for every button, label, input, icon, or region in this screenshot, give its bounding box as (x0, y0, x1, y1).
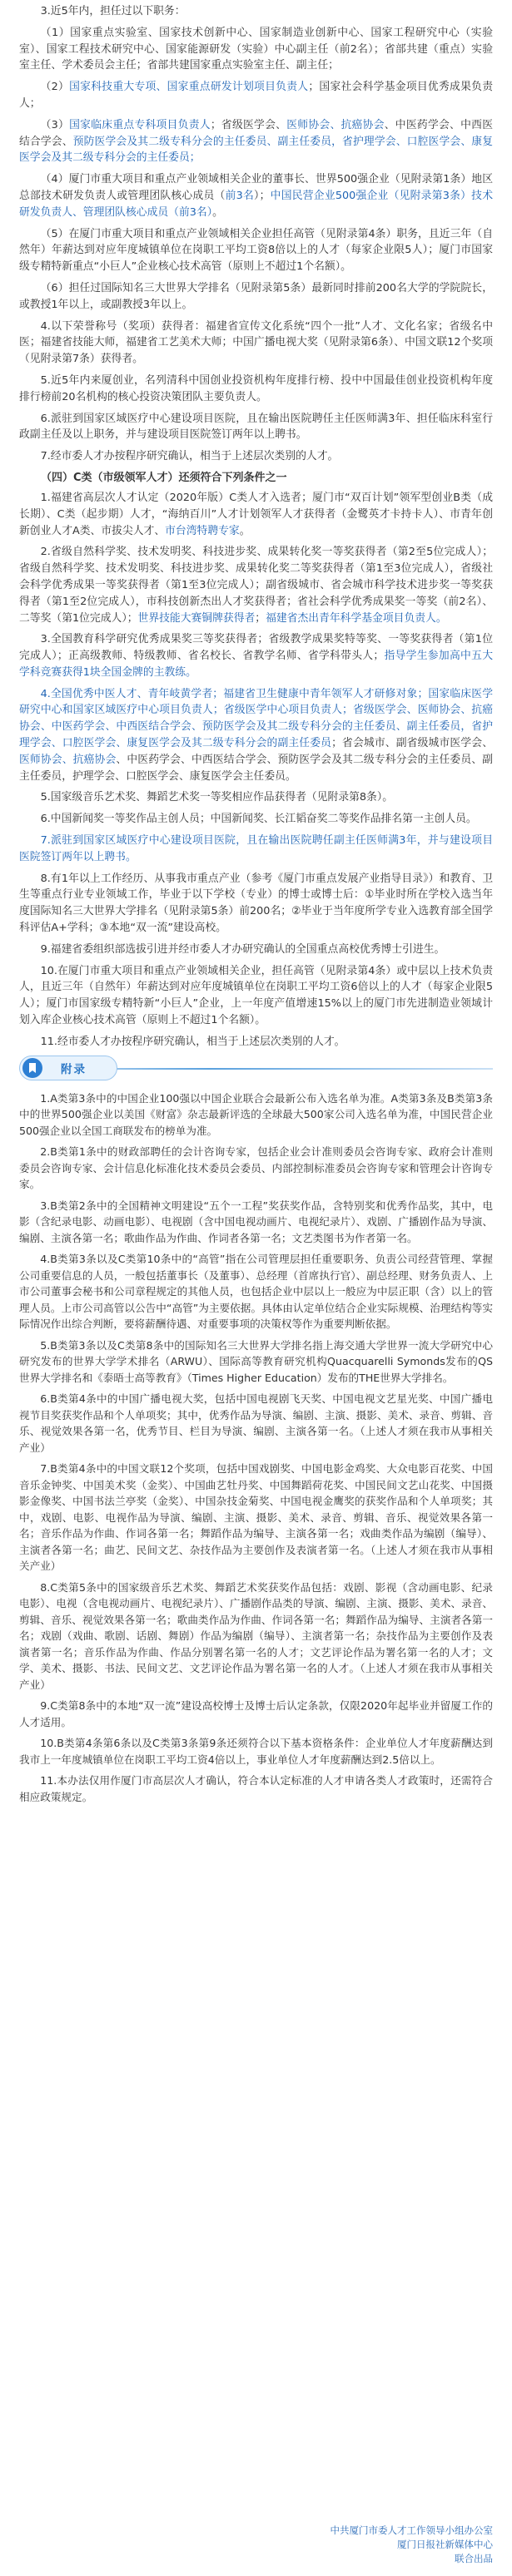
criteria-item (19, 686, 493, 785)
criteria-item (19, 963, 493, 1029)
appendix-item (19, 1773, 493, 1805)
criteria-item (19, 3, 493, 20)
paragraph-text: （1）国家重点实验室、国家技术创新中心、国家制造业创新中心、国家工程研究中心（实验室）、国家工程技术研究中心、国家能源研发（实验）中心副主任（前2名）；省部共建（重点）实验室主任、学术委员会主任；省部共建国家重点实验室主任、副主任； (19, 26, 493, 72)
highlighted-text: 福建省杰出青年科学基金项目负责人。 (266, 611, 447, 625)
paragraph-text: 6.中国新闻奖一等奖作品主创人员；中国新闻奖、长江韬奋奖二等奖作品排名第一主创人员。 (40, 813, 477, 826)
section-b-criteria (19, 3, 493, 465)
paragraph-text: （4）厦门市重大项目和重点产业领域相关企业的董事长、世界500强企业（见附录第1条）地区总部技术研发负责人或管理团队核心成员（ (19, 173, 493, 202)
criteria-item (19, 226, 493, 275)
section-c-heading: （四）C类（市级领军人才）还须符合下列条件之一 (41, 471, 287, 484)
criteria-item (19, 448, 493, 465)
paragraph-text: 、中医药学会、中西医结合学会、预防医学会及其二级专科分会的主任委员、副主任委员，护理学会、口腔医学会、康复医学会主任委员。 (19, 753, 494, 783)
appendix-item (19, 1461, 493, 1575)
publisher-line-1: 中共厦门市委人才工作领导小组办公室 (330, 2524, 493, 2536)
appendix-divider (19, 1056, 493, 1080)
highlighted-text: 前3名 (225, 189, 254, 202)
paragraph-text: 3.近5年内，担任过以下职务： (40, 5, 186, 17)
paragraph-text: 7.经市委人才办按程序研究确认，相当于上述层次类别的人才。 (40, 450, 339, 463)
paragraph-text: ）； (254, 189, 271, 202)
criteria-item (19, 871, 493, 937)
paragraph-text: 9.福建省委组织部选拔引进并经市委人才办研究确认的全国重点高校优秀博士引进生。 (40, 942, 445, 956)
highlighted-text: 医师协会、抗癌协会 (19, 753, 117, 766)
highlighted-text: 7.派驻到国家区域医疗中心建设项目医院，且在输出医院聘任副主任医师满3年，并与建设项目医院签订两年以上聘书。 (19, 834, 493, 863)
paragraph-text: （2） (40, 81, 70, 94)
highlighted-text: 市台湾特聘专家 (165, 524, 240, 537)
criteria-item (19, 280, 493, 314)
paragraph-text: 1.A类第3条中的中国企业100强以中国企业联合会最新公布入选名单为准。A类第3条及B类第3条中的世界500强企业以美国《财富》杂志最新评选的全球最大500家公司入选名单为准，中国民营企业500强企业以全国工商联发布的榜单为准。 (19, 1091, 493, 1137)
paragraph-text: 8.有1年以上工作经历、从事我市重点产业（参考《厦门市重点发展产业指导目录》）和教育、卫生等重点行业专业领域工作，毕业于以下学校（专业）的博士或博士后：①毕业时所在学校入选当年度国际知名三大世界大学排名（见附录第5条）前200名；②毕业于当年度所学专业入选教育部全国学科评估A+学科；③本地“双一流”建设高校。 (19, 872, 493, 935)
paragraph-text: 2.B类第1条中的财政部聘任的会计咨询专家，包括企业会计准则委员会咨询专家、政府会计准则委员会咨询专家、会计信息化标准化技术委员会委员、内部控制标准委员会咨询专家和管理会计咨询专家。 (19, 1145, 493, 1191)
highlighted-text: 世界技能大赛铜牌获得者 (137, 611, 256, 625)
paragraph-text: ；国家社会科学基金项目优秀成果负责人； (19, 81, 494, 110)
paragraph-text: （5）在厦门市重大项目和重点产业领域相关企业担任高管（见附录第4条）职务，且近三年（自然年）年薪达到对应年度城镇单位在岗职工平均工资8倍以上的人才（每家企业限5人）；厦门市国家级专精特新重点“小巨人”企业核心技术高管（原则上不超过1个名额）。 (19, 227, 493, 274)
highlighted-text: 4.全国优秀中医人才、青年岐黄学者；福建省卫生健康中青年领军人才研修对象；国家临床医学研究中心和国家区域医疗中心项目负责人；省级医学中心项目负责人；省级医学会、医师协会、抗癌协会、中医药学会、中西医结合学会、预防医学会及其二级专科分会的主任委员、副主任委员，省护理学会、口腔医学会、康复医学会及其二级专科分会的副主任委员 (19, 687, 493, 750)
appendix-item (19, 1144, 493, 1193)
paragraph-text: 11.本办法仅用作厦门市高层次人才确认，符合本认定标准的人才申请各类人才政策时，还需符合相应政策规定。 (19, 1774, 493, 1803)
publisher-credits (331, 2524, 494, 2566)
appendix-item (19, 1251, 493, 1332)
publisher-line-3: 联合出品 (455, 2553, 493, 2564)
publisher-line-2: 厦门日报社新媒体中心 (397, 2539, 493, 2550)
paragraph-text: ；省会城市、副省级城市医学会、 (331, 737, 494, 750)
paragraph-text: 。 (239, 524, 251, 537)
criteria-item (19, 411, 493, 444)
bookmark-icon (22, 1058, 42, 1078)
paragraph-text: 。 (212, 205, 223, 219)
paragraph-text: （6）担任过国际知名三大世界大学排名（见附录第5条）最新同时排前200名大学的学院院长，或教授1年以上，或副教授3年以上。 (19, 281, 493, 311)
highlighted-text: 国家临床重点专科项目负责人 (69, 118, 211, 131)
appendix-item (19, 1698, 493, 1730)
criteria-item (19, 490, 493, 539)
appendix-title-pill (19, 1056, 117, 1080)
paragraph-text: 、中医药学会、中西医结合学会、 (19, 118, 494, 148)
appendix-item (19, 1090, 493, 1140)
paragraph-text: 4.以下荣誉称号（奖项）获得者：福建省宣传文化系统“四个一批”人才、文化名家；省级名中医；福建省技能大师，福建省工艺美术大师；中国广播电视大奖（见附录第6条）、中国文联12个奖项（见附录第7条）获得者。 (19, 319, 493, 366)
paragraph-text: 5.国家级音乐艺术奖、舞蹈艺术奖一等奖相应作品获得者（见附录第8条）。 (40, 791, 394, 804)
highlighted-text: 中国民营企业500强企业（见附录第3条）技术研发负责人、管理团队核心成员（前3名） (19, 189, 493, 219)
appendix-title: 附录 (61, 1062, 87, 1076)
paragraph-text: 10.在厦门市重大项目和重点产业领域相关企业，担任高管（见附录第4条）或中层以上技术负责人，且近三年（自然年）年薪达到对应年度城镇单位在岗职工平均工资6倍以上的人才（每家企业限5人）；厦门市国家级专精特新“小巨人”企业，上一年度产值增速15%以上的厦门市先进制造业领域计划入库企业核心技术高管（原则上不超过1个名额）。 (19, 964, 493, 1027)
paragraph-text: 2.省级自然科学奖、技术发明奖、科技进步奖、成果转化奖一等奖获得者（第2至5位完成人）；省级自然科学奖、技术发明奖、科技进步奖、成果转化奖二等奖获得者（第1至3位完成人），省级社会科学优秀成果一等奖获得者（第1至3位完成人）；副省级城市、省会城市科学技术进步奖一等奖获得者（第1至2位完成人），市科技创新杰出人才奖获得者；省社会科学优秀成果奖一等奖（前2名）、二等奖（第1位完成人）； (19, 546, 493, 625)
criteria-item (19, 631, 493, 680)
section-c-criteria (19, 490, 493, 1051)
criteria-item (19, 942, 493, 958)
paragraph-text: 5.B类第3条以及C类第8条中的国际知名三大世界大学排名指上海交通大学世界一流大学研究中心研究发布的世界大学学术排名（ARWU）、国际高等教育研究机构Quacquarelli Symonds发布的QS世界大学排名和《泰晤士高等教育》（Times Higher Education）发布的THE世界大学排名。 (19, 1338, 493, 1384)
highlighted-text: 医师协会、抗癌协会 (286, 118, 385, 131)
paragraph-text: ；省级医学会、 (210, 118, 287, 131)
paragraph-text: 8.C类第5条中的国家级音乐艺术奖、舞蹈艺术奖获奖作品包括：戏剧、影视（含动画电影、纪录电影）、电视（含电视动画片、电视纪录片）、广播剧作品类的导演、编剧、主演、摄影、美术、录音、剪辑、音乐、视觉效果各第一名；歌曲类作品为作曲、作词各第一名；舞蹈作品为编导、主演者各第一名；戏剧（戏曲、歌剧、话剧、舞剧）作品为编剧（编导）、主演者第一名；杂技作品为主要创作及表演者第一名；音乐作品为作曲、作品分别署名第一名的人才；文艺评论作品为署名第一名的人才；文学、美术、摄影、书法、民间文艺、文艺评论作品为署名第一名的人才。（上述人才须在我市从事相关产业） (19, 1580, 493, 1691)
appendix-item (19, 1580, 493, 1693)
appendix-notes (19, 1090, 493, 1806)
paragraph-text: 3.B类第2条中的全国精神文明建设“五个一工程”奖获奖作品，含特别奖和优秀作品奖，其中，电影（含纪录电影、动画电影）、电视剧（含中国电视动画片、电视纪录片）、戏剧、广播剧作品为导演、编剧、主演各第一名；歌曲作品为作曲、作词者各第一名；文艺类图书为作者第一名。 (19, 1199, 493, 1244)
criteria-item (19, 1034, 493, 1051)
paragraph-text: （3） (40, 118, 70, 131)
criteria-item (19, 811, 493, 828)
appendix-item (19, 1391, 493, 1456)
paragraph-text: 1.福建省高层次人才认定（2020年版）C类人才入选者；厦门市“双百计划”领军型创业B类（成长期）、C类（起步期）人才，“海纳百川”人才计划领军人才获得者（金鹭英才卡持卡人）、市青年创新创业人才A类、市拔尖人才、 (19, 491, 493, 537)
appendix-item (19, 1337, 493, 1387)
appendix-item (19, 1735, 493, 1768)
paragraph-text: 5.近5年内来厦创业，名列清科中国创业投资机构年度排行榜、投中中国最佳创业投资机构年度排行榜前20名机构的核心投资决策团队主要负责人。 (19, 373, 493, 403)
criteria-item (19, 319, 493, 368)
appendix-item (19, 1198, 493, 1247)
paragraph-text: 7.B类第4条中的中国文联12个奖项，包括中国戏剧奖、中国电影金鸡奖、大众电影百花奖、中国音乐金钟奖、中国美术奖（金奖）、中国曲艺牡丹奖、中国舞蹈荷花奖、中国民间文艺山花奖、中国摄影金像奖、中国书法兰亭奖（金奖）、中国杂技金菊奖、中国电视金鹰奖的获奖作品和个人单项奖；其中，戏剧、电影、电视作品为导演、编剧、主演、摄影、美术、录音、剪辑、音乐、视觉效果各第一名；音乐作品为作曲、作词各第一名；舞蹈作品为编导、主演各第一名；戏曲类作品为编剧（编导）、主演者各第一名；曲艺、民间文艺、杂技作品为主要创作及表演者第一名。（上述人才须在我市从事相关产业） (19, 1462, 493, 1573)
paragraph-text: 6.派驻到国家区域医疗中心建设项目医院，且在输出医院聘任主任医师满3年、担任临床科室行政副主任及以上职务，并与建设项目医院签订两年以上聘书。 (19, 412, 493, 442)
criteria-item (19, 373, 493, 406)
criteria-item (19, 544, 493, 626)
paragraph-text: 10.B类第4条第6条以及C类第3条第9条还须符合以下基本资格条件：企业单位人才年度薪酬达到我市上一年度城镇单位在岗职工平均工资4倍以上，事业单位人才年度薪酬达到2.5倍以上。 (19, 1737, 493, 1766)
highlighted-text: 指导学生参加高中五大学科竞赛获得1块全国金牌的主教练。 (19, 650, 493, 679)
highlighted-text: 国家科技重大专项、国家重点研发计划项目负责人 (69, 81, 309, 94)
paragraph-text: 9.C类第8条中的本地“双一流”建设高校博士及博士后认定条款，仅限2020年起毕业并留厦工作的人才适用。 (19, 1699, 493, 1728)
paragraph-text: 11.经市委人才办按程序研究确认，相当于上述层次类别的人才。 (40, 1035, 345, 1048)
paragraph-text: 6.B类第4条中的中国广播电视大奖，包括中国电视剧飞天奖、中国电视文艺星光奖、中国广播电视节目奖获奖作品和个人单项奖；其中，优秀作品为导演、编剧、主演、摄影、美术、录音、剪辑、音乐、视觉效果各第一名，优秀节目、栏目为导演、编剧、主演各第一名。（上述人才须在我市从事相关产业） (19, 1392, 493, 1454)
criteria-item (19, 171, 493, 220)
criteria-item (19, 25, 493, 74)
criteria-item (19, 833, 493, 866)
criteria-item (19, 79, 493, 112)
paragraph-text: ； (255, 611, 266, 625)
criteria-item (19, 117, 493, 166)
highlighted-text: 预防医学会及其二级专科分会的主任委员、副主任委员，省护理学会、口腔医学会、康复医学会及其二级专科分会的主任委员； (19, 135, 494, 165)
paragraph-text: 4.B类第3条以及C类第10条中的“高管”指在公司管理层担任重要职务、负责公司经营管理、掌握公司重要信息的人员，一般包括董事长（及董事）、总经理（首席执行官）、副总经理、财务负责人、上市公司董事会秘书和公司章程规定的其他人员，也包括企业中层以上一般应为中层正职（含）以上的管理人员。上市公司高管以公告中“高管”为主要依据。具体由认定单位结合企业实际规模、治理结构等实际情况作出综合判断，要将薪酬待遇、对重要事项的决策权等作为重要判断依据。 (19, 1253, 493, 1331)
paragraph-text: 3.全国教育科学研究优秀成果奖三等奖获得者；省级教学成果奖特等奖、一等奖获得者（第1位完成人）；正高级教师、特级教师、省名校长、省教学名师、省学科带头人； (19, 633, 493, 663)
criteria-item (19, 789, 493, 806)
